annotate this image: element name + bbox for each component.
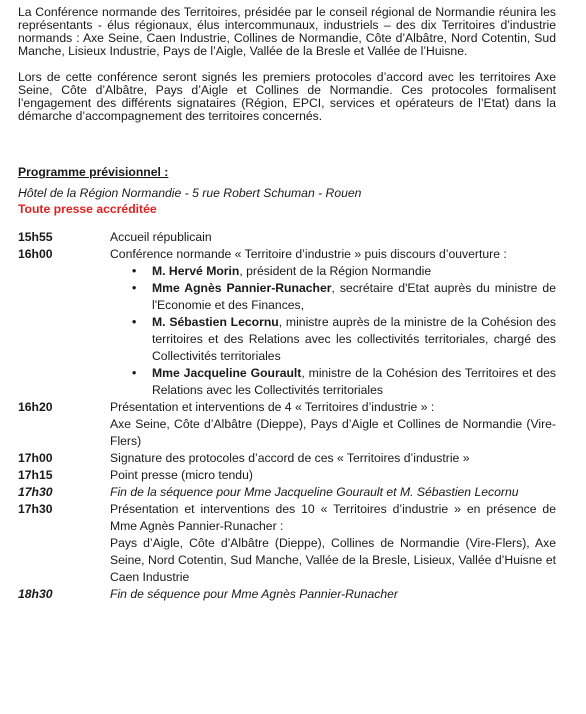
bullet-dot-icon: •: [132, 366, 137, 380]
schedule-desc: Signature des protocoles d’accord de ces « Territoires d’industrie »: [110, 451, 470, 465]
schedule-row: [18, 399, 556, 450]
speaker-role: , président de la Région Normandie: [239, 264, 432, 278]
schedule-desc: Présentation et interventions de 4 « Territoires d’industrie » :: [110, 400, 435, 414]
schedule-desc-block: [110, 246, 556, 399]
speaker-role: , ministre auprès de la ministre de la Cohésion des territoires et des Relations avec les collectivités territoriales, chargé des Collectivités territoriales: [152, 315, 556, 363]
speaker-item: [132, 365, 556, 399]
schedule-desc-block: [110, 399, 556, 450]
territory-list: Pays d’Aigle, Côte d’Albâtre (Dieppe), Collines de Normandie (Vire-Flers), Axe Seine, Nord Cotentin, Sud Manche, Vallée de la Bresle, Lisieux, Vallée d’Huisne et Caen Industrie: [110, 536, 556, 584]
speaker-name: Mme Jacqueline Gourault: [152, 366, 302, 380]
schedule-row: [18, 246, 556, 399]
schedule-row: [18, 484, 556, 501]
schedule-desc-block: [110, 501, 556, 586]
bullet-dot-icon: •: [132, 281, 137, 295]
schedule-time: 18h30: [18, 587, 53, 601]
schedule-desc: Conférence normande « Territoire d’industrie » puis discours d’ouverture :: [110, 247, 507, 261]
programme-title: Programme prévisionnel :: [18, 165, 169, 179]
speaker-item: [132, 314, 556, 365]
press-notice: Toute presse accréditée: [18, 202, 157, 216]
schedule: [18, 229, 556, 603]
bullet-dot-icon: •: [132, 315, 137, 329]
schedule-row: [18, 229, 556, 246]
schedule-desc: Présentation et interventions des 10 « Territoires d’industrie » en présence de Mme Agnès Pannier-Runacher :: [110, 502, 556, 533]
speaker-role: , secrétaire d'Etat auprès du ministre de l'Economie et des Finances,: [152, 281, 556, 312]
schedule-time: 16h20: [18, 400, 53, 414]
schedule-time: 16h00: [18, 247, 53, 261]
speaker-name: Mme Agnès Pannier-Runacher: [152, 281, 332, 295]
schedule-row: [18, 501, 556, 586]
schedule-desc: Fin de la séquence pour Mme Jacqueline Gourault et M. Sébastien Lecornu: [110, 485, 519, 499]
speaker-name: M. Sébastien Lecornu: [152, 315, 279, 329]
schedule-time: 15h55: [18, 230, 53, 244]
venue-address: Hôtel de la Région Normandie - 5 rue Robert Schuman - Rouen: [18, 186, 362, 200]
schedule-time: 17h15: [18, 468, 53, 482]
document-page: [18, 6, 556, 603]
speaker-item: [132, 263, 556, 280]
territory-list: Axe Seine, Côte d’Albâtre (Dieppe), Pays d’Aigle et Collines de Normandie (Vire-Flers): [110, 417, 556, 448]
schedule-time: 17h00: [18, 451, 53, 465]
speaker-name: M. Hervé Morin: [152, 264, 240, 278]
schedule-desc: Point presse (micro tendu): [110, 468, 253, 482]
schedule-desc: Fin de séquence pour Mme Agnès Pannier-Runacher: [110, 587, 398, 601]
schedule-row: [18, 450, 556, 467]
schedule-time: 17h30: [18, 485, 53, 499]
schedule-time: 17h30: [18, 502, 53, 516]
speaker-item: [132, 280, 556, 314]
schedule-row: [18, 586, 556, 603]
speaker-list: [110, 263, 556, 399]
schedule-desc: Accueil républicain: [110, 230, 212, 244]
speaker-role: , ministre de la Cohésion des Territoires et des Relations avec les Collectivités territoriales: [152, 366, 556, 397]
schedule-row: [18, 467, 556, 484]
intro-paragraph-1: La Conférence normande des Territoires, présidée par le conseil régional de Normandie réunira les représentants - élus régionaux, élus intercommunaux, industriels – des dix Territoires d’industrie normands : Axe Seine, Caen Industrie, Collines de Normandie, Côte d’Albâtre, Nord Cotentin, Sud Manche, Lisieux Industrie, Pays de l’Aigle, Vallée de la Bresle et Vallée de l’Huisne.: [18, 5, 556, 58]
bullet-dot-icon: •: [132, 264, 137, 278]
intro-paragraph-2: Lors de cette conférence seront signés les premiers protocoles d’accord avec les territoires Axe Seine, Côte d’Albâtre, Pays d’Aigle et Collines de Normandie. Ces protocoles formalisent l’engagement des différents signataires (Région, EPCI, services et opérateurs de l’Etat) dans la démarche d’accompagnement des territoires concernés.: [18, 70, 556, 123]
